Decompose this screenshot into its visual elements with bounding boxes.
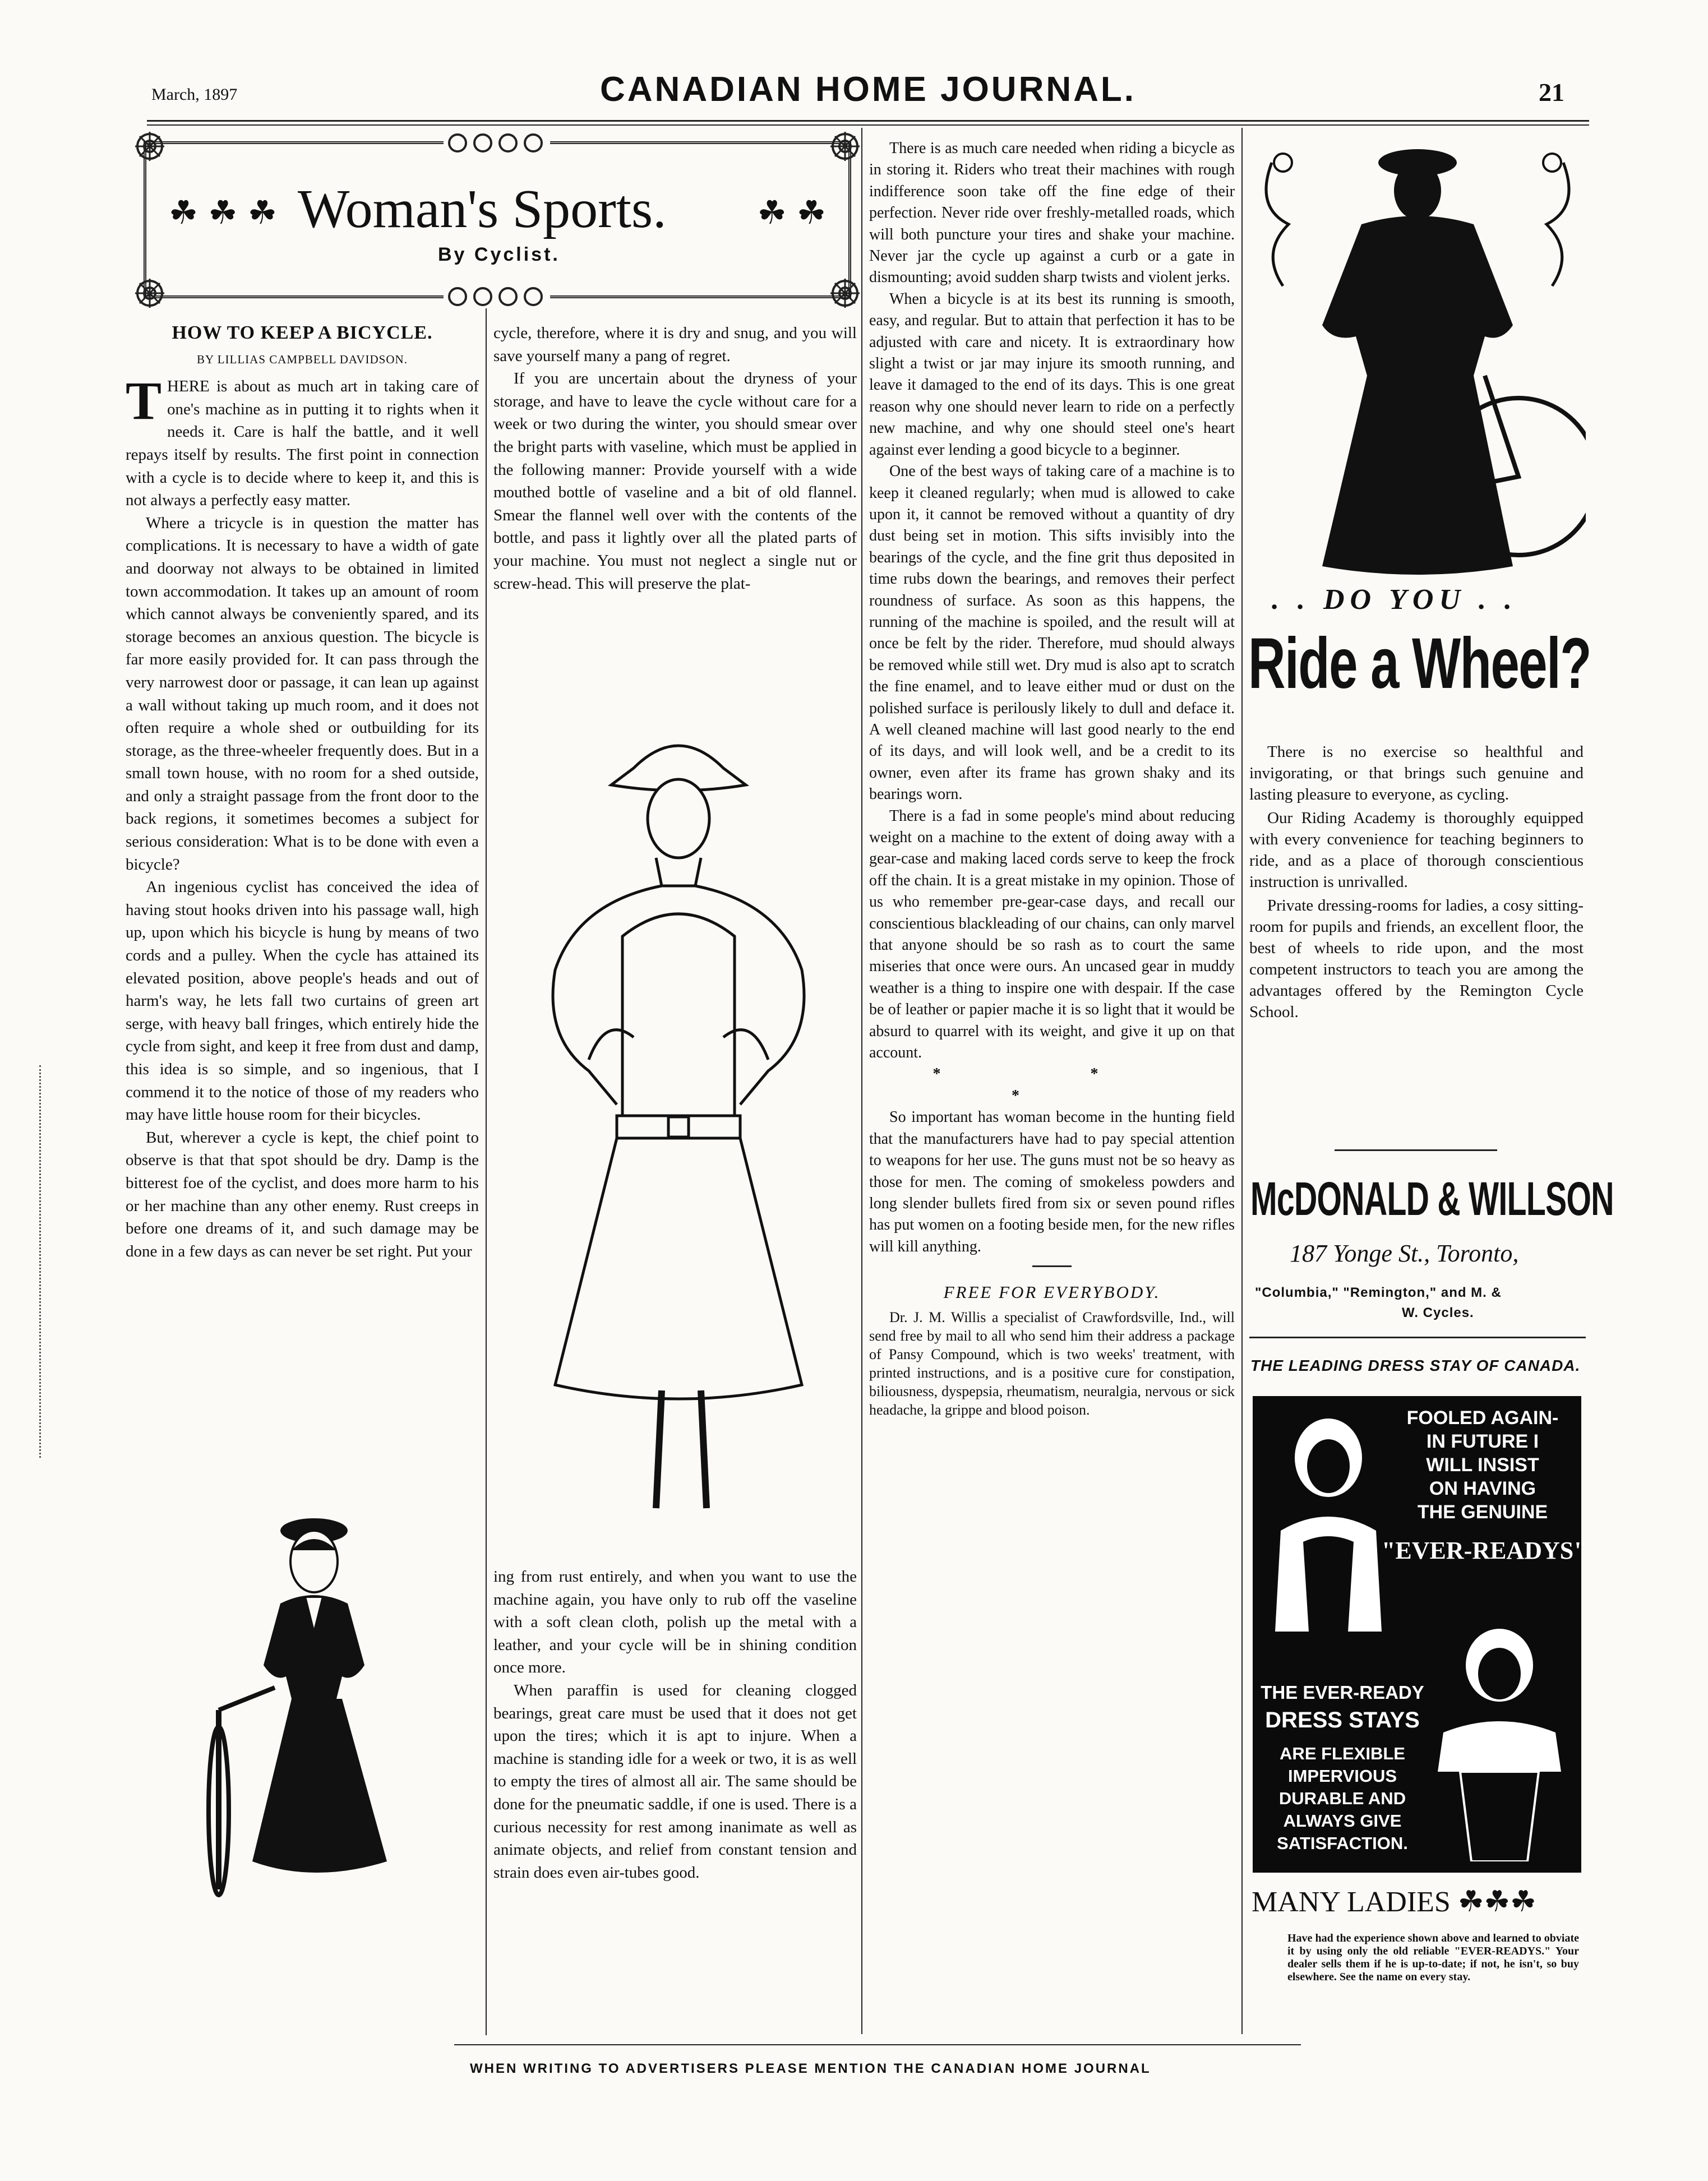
ever-ready-line: THE EVER-READY (1261, 1682, 1424, 1703)
header-rule-top (147, 120, 1589, 122)
article-paragraph: There is a fad in some people's mind about reducing weight on a machine to the extent of doing away with a gear-case and making laced cords serve to keep the frock off the chain. It is a great mistake in my opinion. Those of us who remember pre-gear-case days, and recall our conscientious blackleading of our chains, can only marvel that anyone should be so rash as to court the same miseries that once were ours. An uncased gear in muddy weather is a thing to inspire one with despair. If the case be of leather or papier mache it is so light that it would be absurd to quarrel with its weight, and give it up on that account. (869, 807, 1235, 1062)
many-ladies-copy: Have had the experience shown above and learned to obviate it by using only the old reliable "EVER-READYS." Your dealer sells them if he is up-to-date; if not, he isn't, so buy elsewhere. See the name on every stay. (1287, 1932, 1579, 1983)
ad-firm-name: McDONALD & WILLSON (1250, 1172, 1614, 1225)
article-paragraph: So important has woman become in the hunting field that the manufacturers have had to pay special attention to weapons for her use. The guns must not be so heavy as those for men. The coming of smokeless powders and long slender bullets fired from six or seven pound rifles has put women on a footing beside men, for the new rifles will kill anything. (869, 1108, 1235, 1255)
leaf-sprig-icon: ☘ ☘ ☘ (169, 193, 277, 232)
article-paragraph: When a bicycle is at its best its running is smooth, easy, and regular. But to attain that perfection it has to be adjusted with care and nicety. It is extraordinary how slight a twist or jar may injure its smooth running, and leave it damaged to the end of its days. This is one great reason why one should never learn to ride on a perfectly new machine, and why one should steel one's heart against ever lending a good bicycle to a beginner. (869, 290, 1235, 459)
lady-cyclist-silhouette (1249, 140, 1586, 577)
ad-divider (1335, 1149, 1497, 1151)
ad-rule (1249, 1337, 1586, 1338)
ad-paragraph: There is no exercise so healthful and invigorating, or that brings such genuine and lasting pleasure to everyone, as cycling. (1249, 743, 1584, 803)
ever-ready-line: ARE FLEXIBLE (1280, 1744, 1405, 1763)
ornament-chain-icon (444, 285, 550, 308)
column-rule-4 (1241, 128, 1243, 2034)
ever-ready-line: ON HAVING (1429, 1478, 1536, 1499)
article-paragraph: But, wherever a cycle is kept, the chief point to observe is that that spot should be dry. Damp is the bitterest foe of the cyclist, and does more harm to his or her machine than any other enemy. Rust creeps in before one dreams of it, and such damage may be done in a few days as can never be set right. Put your (126, 1128, 479, 1260)
corner-rosette-icon (828, 276, 862, 310)
corner-rosette-icon (828, 130, 862, 163)
article-column-3 (869, 138, 1235, 1419)
free-notice-text: Dr. J. M. Willis a specialist of Crawfordsville, Ind., will send free by mail to all who send him their address a package of Pansy Compound, which is two weeks' treatment, with printed instructions, and is a positive cure for constipation, biliousness, dyspepsia, rheumatism, neuralgia, nervous or sick headache, la grippe and blood poison. (869, 1309, 1235, 1418)
article-paragraph: Where a tricycle is in question the matter has complications. It is necessary to have a width of gate and doorway not always to be obtained in limited town accommodation. It takes up an amount of room which cannot always be conveniently spared, and its storage becomes an anxious question. The bicycle is far more easily provided for. It can pass through the very narrowest door or passage, it can lean up against a wall without taking up much room, and it does not often require a whole shed or outbuilding for its storage, as the three-wheeler frequently does. But in a small town house, with no room for a shed outside, and only a straight passage from the front door to the back regions, it sometimes becomes a subject for serious consideration: What is to be done with even a bicycle? (126, 514, 479, 874)
ever-ready-brand: "EVER-READYS" (1382, 1537, 1587, 1564)
corner-rosette-icon (133, 276, 167, 310)
ad-ride-a-wheel-headline: Ride a Wheel? (1248, 623, 1591, 704)
column-rule-2 (486, 308, 487, 2035)
lady-portrait-illustration (1264, 1418, 1393, 1632)
ever-ready-line: IN FUTURE I (1426, 1431, 1539, 1452)
footer-notice: WHEN WRITING TO ADVERTISERS PLEASE MENTION THE CANADIAN HOME JOURNAL (470, 2061, 1151, 2076)
article-paragraph: When paraffin is used for cleaning clogged bearings, great care must be used that it does not get upon the tires; which it is apt to injure. When a machine is standing idle for a week or two, it is as well to empty the tires of almost all air. The same should be done for the pneumatic saddle, if one is used. There is a curious necessity for rest among inanimate as well as animate objects, and relief from constant tension and strain does even air-tubes good. (493, 1681, 857, 1882)
short-divider (1032, 1265, 1072, 1267)
page-number: 21 (1539, 78, 1564, 107)
leaf-sprig-icon: ☘☘☘ (1457, 1886, 1536, 1918)
section-title-box (144, 141, 851, 298)
article-column-1 (126, 322, 479, 1263)
free-notice-heading: FREE FOR EVERYBODY. (943, 1282, 1161, 1302)
section-byline: By Cyclist. (438, 244, 560, 265)
article-heading: HOW TO KEEP A BICYCLE. (172, 322, 433, 343)
ever-ready-line: WILL INSIST (1426, 1454, 1539, 1476)
section-title: Woman's Sports. (298, 179, 667, 239)
article-paragraph: cycle, therefore, where it is dry and snug, and you will save yourself many a pang of regret. (493, 324, 857, 365)
journal-title: CANADIAN HOME JOURNAL. (600, 70, 1136, 109)
leaf-sprig-icon: ☘ ☘ (757, 193, 826, 232)
ever-ready-line: THE GENUINE (1417, 1501, 1548, 1523)
article-paragraph: One of the best ways of taking care of a machine is to keep it cleaned regularly; when mud is allowed to cake upon it, it cannot be removed without a quantity of dry dust being set in motion. This sifts invisibly into the bearings of the cycle, and the fine grit thus deposited in time rubs down the bearings, and removes their perfect roundness of surface. As soon as this happens, the running of the machine is spoiled, and the result will at once be felt by the rider. Therefore, mud should always be removed while still wet. Dry mud is also apt to scratch the fine enamel, and to leave either mud or dust on the polished surface is perilously likely to dull and deface it. A well cleaned machine will last good nearly to the end of its days, and will look well, and be a credit to its owner, even after its frame has grown shaky and its bearings worn. (869, 463, 1235, 803)
article-column-2-bottom (493, 1565, 857, 1884)
footer-rule (454, 2044, 1301, 2045)
ad-paragraph: Our Riding Academy is thoroughly equipped with every convenience for teaching beginners to ride, and as a place of thorough conscientious instruction is unrivalled. (1249, 809, 1584, 891)
lady-corset-illustration (1421, 1626, 1578, 1861)
corner-rosette-icon (133, 130, 167, 163)
article-paragraph: An ingenious cyclist has conceived the idea of having stout hooks driven into his passage wall, high up, upon which his bicycle is hung by means of two cords and a pulley. When the cycle has attained its elevated position, above people's heads and out of harm's way, he lets fall two curtains of green art serge, with heavy ball fringes, which entirely hide the cycle from sight, and keep it free from dust and damp, this idea is so simple, and so ingenious, that I commend it to the notice of those of my readers who may have little house room for their bicycles. (126, 878, 479, 1124)
section-break-stars: * * * (933, 1065, 1171, 1105)
lady-with-bicycle-illustration (185, 1497, 449, 1901)
ever-ready-line: DURABLE AND (1278, 1789, 1406, 1808)
drop-cap: T (126, 371, 162, 431)
ever-ready-line: IMPERVIOUS (1287, 1766, 1397, 1786)
ad-paragraph: Private dressing-rooms for ladies, a cosy sitting-room for pupils and friends, an excellent floor, the best of wheels to ride upon, and the most competent instructors to teach you are among the advantages offered by the Remington Cycle School. (1249, 897, 1584, 1021)
article-column-2-top (493, 322, 857, 595)
ad-brands-line-1: "Columbia," "Remington," and M. & (1255, 1285, 1502, 1300)
ever-ready-line: ALWAYS GIVE (1283, 1811, 1402, 1831)
margin-mark (39, 1065, 43, 1458)
cycling-costume-illustration (521, 723, 835, 1536)
ad-firm-address: 187 Yonge St., Toronto, (1290, 1240, 1519, 1267)
article-paragraph: THERE is about as much art in taking care of one's machine as in putting it to rights when it needs it. Care is half the battle, and it well repays itself by results. The first point in connection with a cycle is to decide where to keep it, and this is not always a perfectly easy matter. (126, 371, 479, 510)
many-ladies-heading: MANY LADIES ☘☘☘ (1252, 1886, 1536, 1918)
article-paragraph: There is as much care needed when riding a bicycle as in storing it. Riders who treat their machines with rough indifference soon take off the fine edge of their perfection. Never ride over freshly-metalled roads, which will both puncture your tires and shake your machine. Never jar the cycle up against a curb or a gate in dismounting; avoid sudden sharp twists and violent jerks. (869, 140, 1235, 287)
ever-ready-line: SATISFACTION. (1277, 1833, 1408, 1853)
ad-wheel-copy (1249, 741, 1584, 1025)
header-rule-bottom (147, 124, 1589, 126)
dress-stay-heading: THE LEADING DRESS STAY OF CANADA. (1250, 1357, 1581, 1374)
ever-ready-line: DRESS STAYS (1265, 1708, 1420, 1732)
article-paragraph: ing from rust entirely, and when you want to use the machine again, you have only to rub off the vaseline with a soft clean cloth, polish up the metal with a leather, and your cycle will be in shining condition once more. (493, 1568, 857, 1677)
ad-do-you: . . DO YOU . . (1272, 584, 1518, 616)
ever-ready-line: FOOLED AGAIN- (1406, 1407, 1559, 1429)
issue-date: March, 1897 (151, 85, 238, 104)
ad-brands-line-2: W. Cycles. (1402, 1305, 1474, 1320)
article-paragraph: If you are uncertain about the dryness of your storage, and have to leave the cycle without care for a week or two during the winter, you should smear over the bright parts with vaseline, which must be applied in the following manner: Provide yourself with a wide mouthed bottle of vaseline and a bit of old flannel. Smear the flannel well over with the contents of the bottle, and pass it lightly over all the plated parts of your machine. You must not neglect a single nut or screw-head. This will preserve the plat- (493, 369, 857, 593)
column-rule-3 (861, 128, 862, 2034)
ornament-chain-icon (444, 132, 550, 154)
article-author: BY LILLIAS CAMPBELL DAVIDSON. (197, 352, 408, 366)
ever-ready-ad-box (1253, 1396, 1587, 1873)
